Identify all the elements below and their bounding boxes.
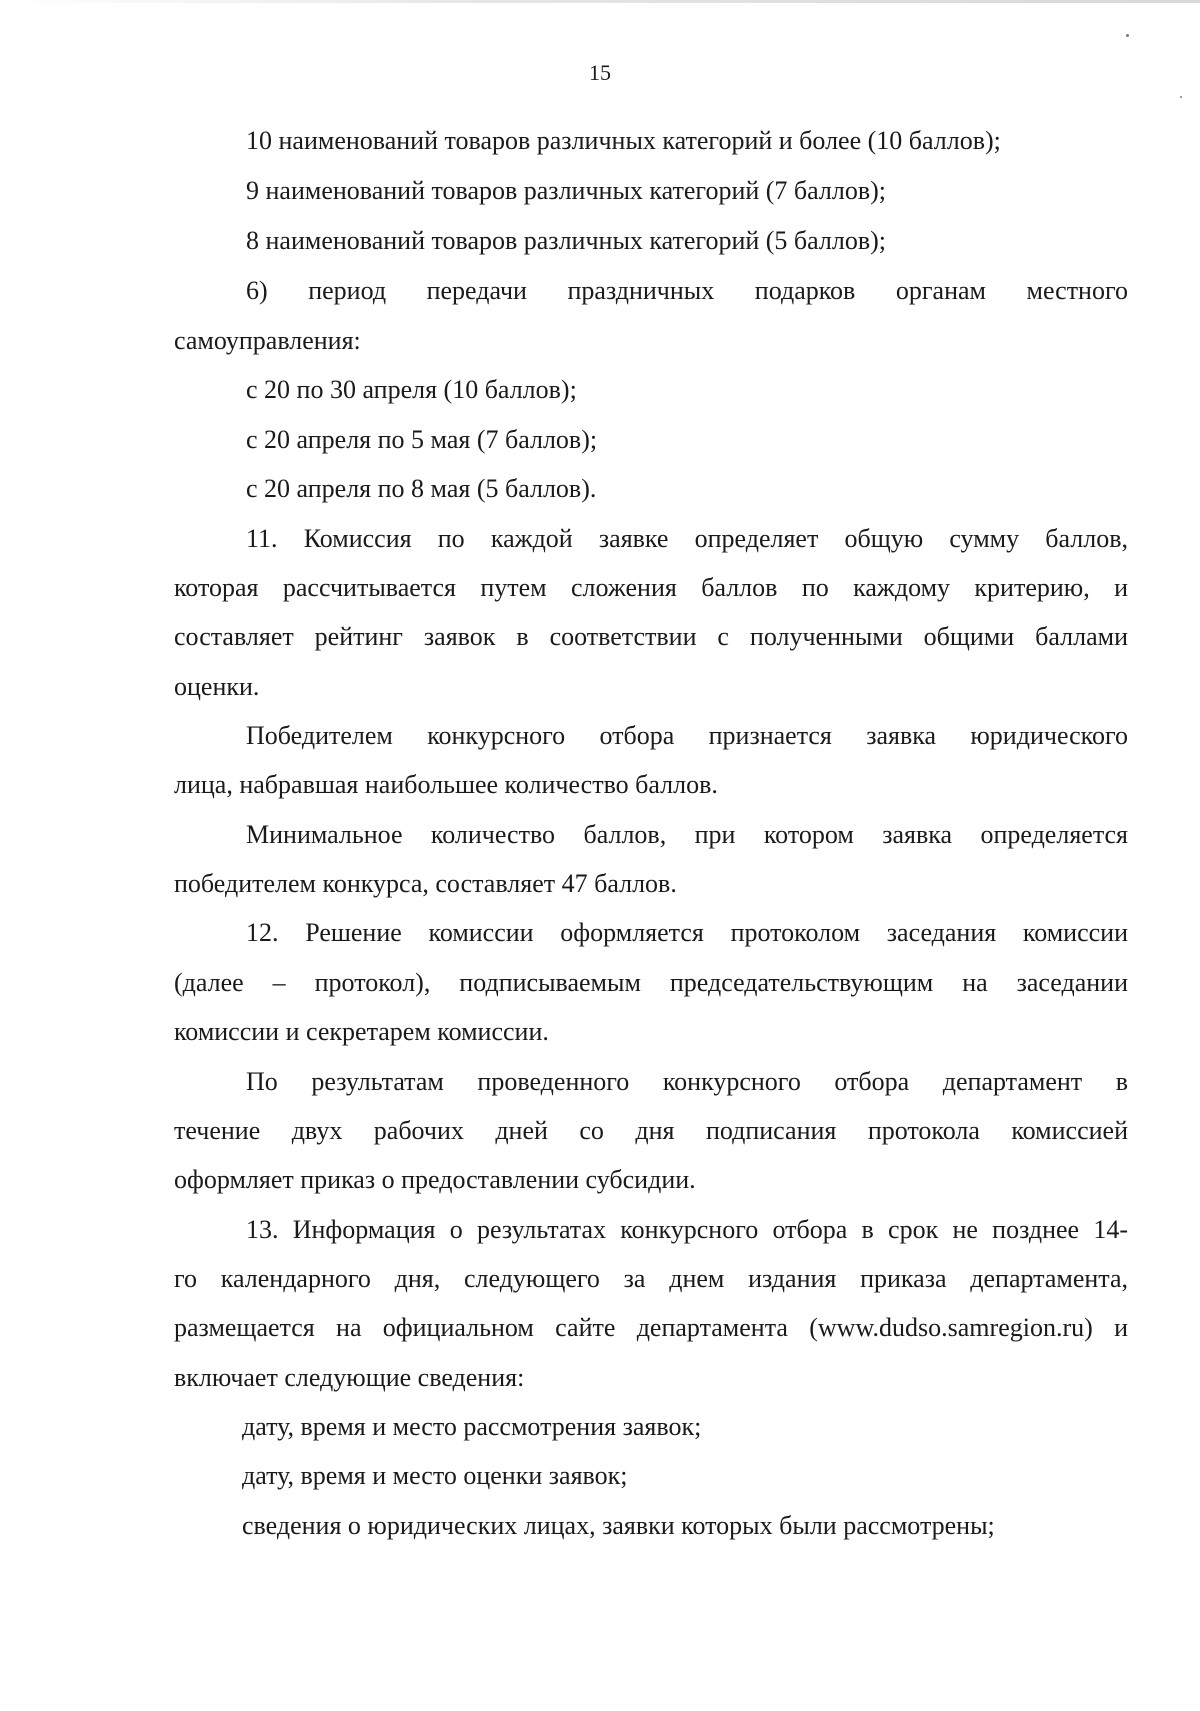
- text-line: составляет рейтинг заявок в соответствии с полученными общими баллами: [174, 622, 1128, 651]
- text-line: которая рассчитывается путем сложения баллов по каждому критерию, и: [174, 573, 1128, 602]
- scan-speck: [1126, 34, 1129, 37]
- text-line: с 20 по 30 апреля (10 баллов);: [246, 375, 577, 404]
- text-line: лица, набравшая наибольшее количество баллов.: [174, 770, 718, 799]
- text-line: 12. Решение комиссии оформляется протоколом заседания комиссии: [246, 918, 1128, 947]
- scan-speck: [1180, 96, 1182, 98]
- text-line: (далее – протокол), подписываемым председательствующим на заседании: [174, 968, 1128, 997]
- text-line: оценки.: [174, 672, 260, 701]
- text-line: размещается на официальном сайте департамента (www.dudso.samregion.ru) и: [174, 1313, 1128, 1342]
- text-line: самоуправления:: [174, 326, 361, 355]
- text-line: го календарного дня, следующего за днем издания приказа департамента,: [174, 1264, 1128, 1293]
- page-number: 15: [589, 60, 611, 85]
- text-line: 8 наименований товаров различных категорий (5 баллов);: [246, 226, 887, 255]
- text-line: включает следующие сведения:: [174, 1363, 525, 1392]
- text-line: комиссии и секретарем комиссии.: [174, 1017, 549, 1046]
- text-line: победителем конкурса, составляет 47 баллов.: [174, 869, 677, 898]
- text-line: По результатам проведенного конкурсного отбора департамент в: [246, 1067, 1128, 1096]
- text-line: 11. Комиссия по каждой заявке определяет общую сумму баллов,: [246, 524, 1128, 553]
- text-line: Победителем конкурсного отбора признается заявка юридического: [246, 721, 1128, 750]
- text-line: дату, время и место рассмотрения заявок;: [242, 1412, 702, 1441]
- scan-top-edge: [0, 0, 1200, 3]
- text-line: с 20 апреля по 8 мая (5 баллов).: [246, 474, 597, 503]
- text-line: 13. Информация о результатах конкурсного отбора в срок не позднее 14-: [246, 1215, 1128, 1244]
- text-line: 10 наименований товаров различных категорий и более (10 баллов);: [246, 126, 1001, 155]
- text-line: 9 наименований товаров различных категорий (7 баллов);: [246, 176, 887, 205]
- text-line: оформляет приказ о предоставлении субсидии.: [174, 1165, 696, 1194]
- text-line: течение двух рабочих дней со дня подписания протокола комиссией: [174, 1116, 1128, 1145]
- text-line: сведения о юридических лицах, заявки которых были рассмотрены;: [242, 1511, 995, 1540]
- text-line: с 20 апреля по 5 мая (7 баллов);: [246, 425, 598, 454]
- text-line: 6) период передачи праздничных подарков органам местного: [246, 276, 1128, 305]
- text-line: Минимальное количество баллов, при котором заявка определяется: [246, 820, 1128, 849]
- text-line: дату, время и место оценки заявок;: [242, 1461, 628, 1490]
